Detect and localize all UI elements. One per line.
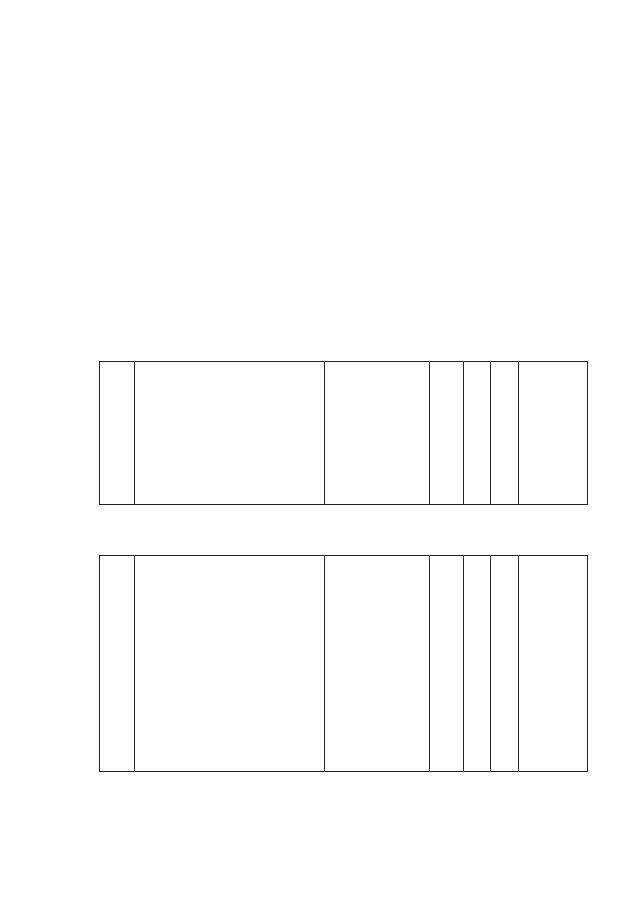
- rz-code: [464, 362, 491, 505]
- expense-name: [135, 556, 325, 772]
- budget-table-new-row: [99, 555, 588, 772]
- rz-code: [464, 556, 491, 772]
- empty-cell: [100, 362, 135, 505]
- expense-name: [135, 362, 325, 505]
- sum-value: [519, 556, 588, 772]
- sum-value: [519, 362, 588, 505]
- empty-cell: [100, 556, 135, 772]
- csr-code: [325, 362, 430, 505]
- csr-code: [325, 556, 430, 772]
- vr-code: [430, 556, 464, 772]
- vr-code: [430, 362, 464, 505]
- budget-table-old-row: [99, 361, 588, 505]
- pr-code: [491, 556, 519, 772]
- pr-code: [491, 362, 519, 505]
